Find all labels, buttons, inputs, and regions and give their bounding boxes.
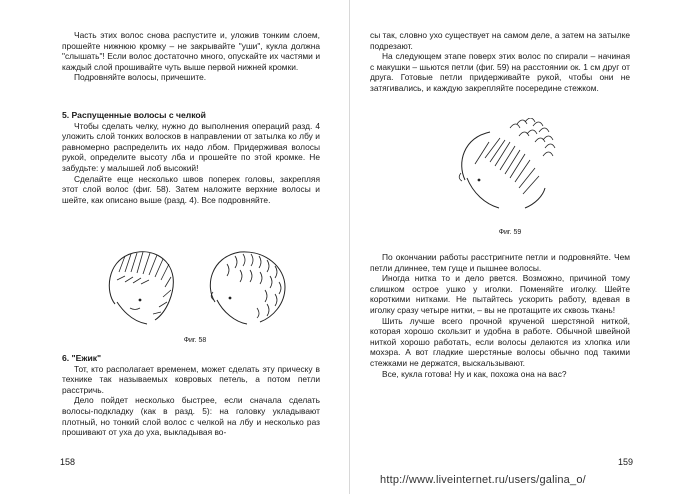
right-text-top — [370, 30, 630, 94]
paragraph: сы так, словно ухо существует на самом деле, а затем на затылке подрезают. — [370, 30, 630, 51]
paragraph: Дело пойдет несколько быстрее, если сначала сделать волосы-подкладку (как в разд. 5): на головку укладывают плотный, но тонкий слой волос с челкой на лбу и несколько раз прошивают от уха до уха, выкладывая во- — [62, 395, 320, 438]
paragraph: По окончании работы расстригните петли и подровняйте. Чем петли длиннее, тем гуще и пышнее волосы. — [370, 252, 630, 273]
paragraph: Подровняйте волосы, причешите. — [74, 72, 207, 83]
figure-59-illustration — [455, 118, 565, 223]
paragraph: На следующем этапе поверх этих волос по спирали – начиная с макушки – шьются петли (фиг. 59) на расстоянии ок. 1 см друг от друга. Готовые петли придерживайте рукой, чтобы они не затягивались, и каждую закрепляйте посередине стежком. — [370, 51, 630, 93]
paragraph: Все, кукла готова! Ну и как, похожа она на вас? — [382, 368, 567, 379]
paragraph: Часть этих волос снова распустите и, уложив тонким слоем, прошейте нижнюю кромку – не закрывайте "уши", кукла должна "слышать"! Если волос достаточно много, опускайте их частями и каждый слой прошивайте чуть выше первой нижней кромки. — [62, 30, 320, 72]
figure-58 — [95, 242, 325, 342]
figure-caption: Фиг. 59 — [498, 229, 522, 236]
section-heading: 6. "Ежик" — [62, 353, 102, 363]
section-heading: 5. Распущенные волосы с челкой — [62, 110, 206, 120]
left-section-5 — [62, 110, 320, 205]
paragraph: Тот, кто располагает временем, может сделать эту прическу в технике так называемых ковровых петель, а потом петли расстричь. — [62, 363, 320, 395]
page-number: 158 — [60, 457, 76, 467]
right-text-bottom — [370, 252, 630, 379]
paragraph: Иногда нитка то и дело рвется. Возможно, причиной тому слишком острое ушко у иголки. Поменяйте иголку. Шейте короткими нитками. Не пытайтесь ускорить работу, вдевая в иголку сразу четыре нитки, – вы не протащите их сквозь ткань! — [370, 273, 630, 315]
figure-58-illustration — [95, 242, 325, 332]
right-page — [350, 0, 699, 494]
left-section-6 — [62, 353, 320, 438]
figure-59 — [455, 118, 565, 238]
page-number: 159 — [618, 457, 634, 467]
paragraph: Сделайте еще несколько швов поперек головы, закрепляя этот слой волос (фиг. 58). Затем наложите верхние волосы и шейте, как описано выше (разд. 4). Все подровняйте. — [62, 173, 320, 205]
watermark-url: http://www.liveinternet.ru/users/galina_o/ — [380, 474, 586, 486]
paragraph: Чтобы сделать челку, нужно до выполнения операций разд. 4 уложить слой тонких волосков в направлении от затылка ко лбу и равномерно распределить их надо лбом. Придерживая волосы рукой, определите высоту лба и прошейте по этой кромке. Не забудьте: у малышей лоб высокий! — [62, 120, 320, 173]
figure-caption: Фиг. 58 — [183, 337, 207, 344]
left-page — [0, 0, 349, 494]
left-text-top — [62, 30, 320, 83]
paragraph: Шить лучше всего прочной крученой шерстяной ниткой, которая хорошо скользит и удобна в работе. Обычной швейной ниткой хорошо работать, если волосы делаются из хлопка или мохэра. А вот гладкие шерстяные волосы обычно под такими стежками не держатся, выскальзывают. — [370, 315, 630, 368]
